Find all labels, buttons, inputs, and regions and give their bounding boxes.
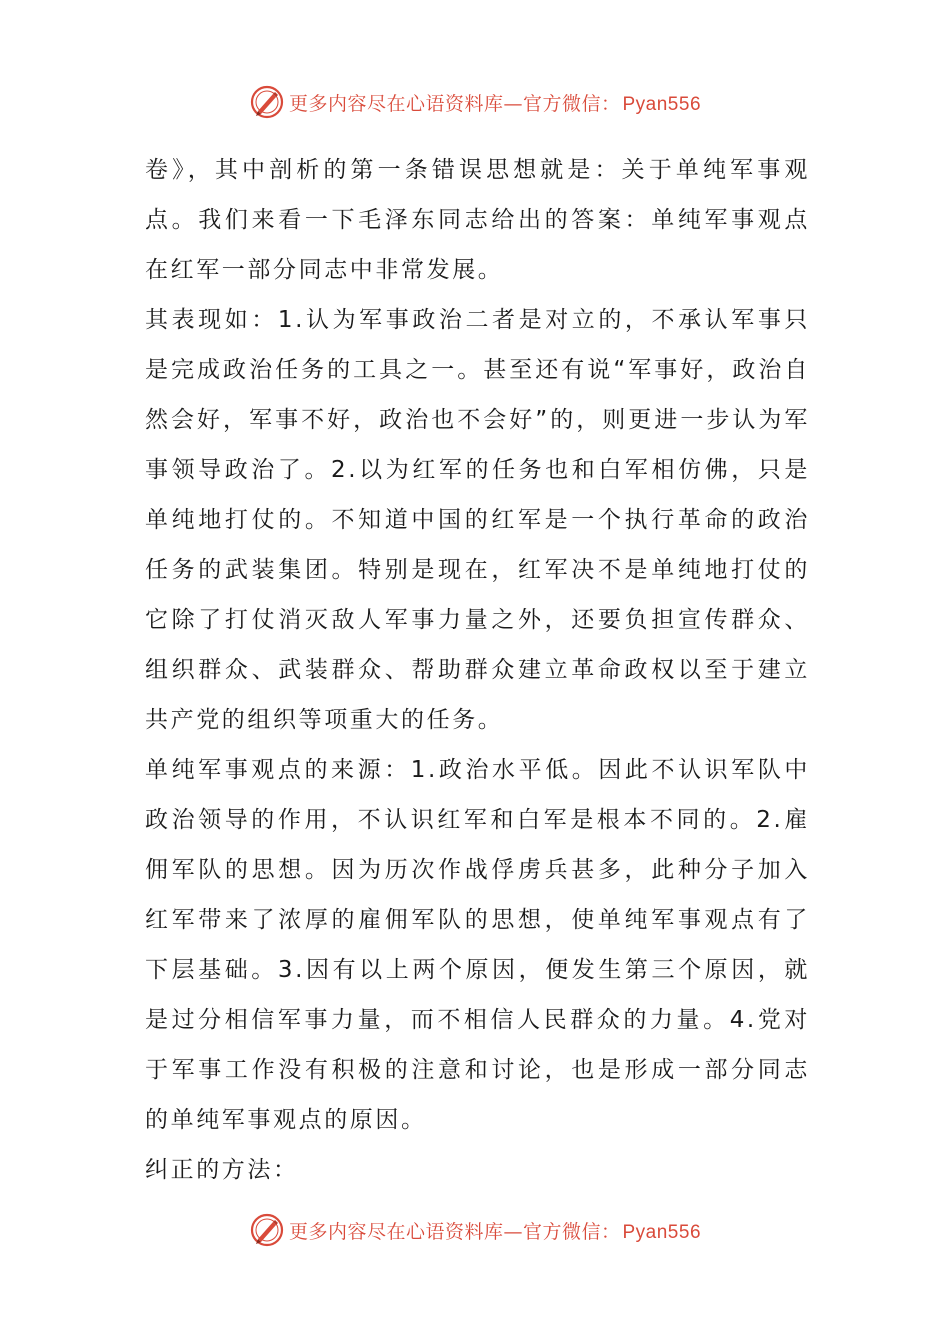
banner-text (289, 1217, 701, 1244)
pen-logo-icon (249, 1212, 285, 1248)
pen-logo-icon (249, 84, 285, 120)
paragraph-1: 卷》，其中剖析的第一条错误思想就是：关于单纯军事观点。我们来看一下毛泽东同志给出的答案：单纯军事观点在红军一部分同志中非常发展。 (145, 157, 810, 283)
banner-caption: 更多内容尽在心语资料库—官方微信： (288, 1220, 621, 1243)
banner-caption: 更多内容尽在心语资料库—官方微信： (288, 92, 621, 115)
header-banner (0, 80, 950, 124)
wechat-id: Pyan556 (622, 1221, 702, 1243)
paragraph-3: 单纯军事观点的来源：1.政治水平低。因此不认识军队中政治领导的作用，不认识红军和白军是根本不同的。2.雇佣军队的思想。因为历次作战俘虏兵甚多，此种分子加入红军带来了浓厚的雇佣军队的思想，使单纯军事观点有了下层基础。3.因有以上两个原因，便发生第三个原因，就是过分相信军事力量，而不相信人民群众的力量。4.党对于军事工作没有积极的注意和讨论，也是形成一部分同志的单纯军事观点的原因。 (145, 757, 810, 1133)
wechat-id: Pyan556 (622, 93, 702, 115)
paragraph-4: 纠正的方法： (145, 1157, 299, 1183)
banner-text (289, 89, 701, 116)
footer-banner (0, 1208, 950, 1252)
paragraph-2: 其表现如：1.认为军事政治二者是对立的，不承认军事只是完成政治任务的工具之一。甚至还有说“军事好，政治自然会好，军事不好，政治也不会好”的，则更进一步认为军事领导政治了。2.以为红军的任务也和白军相仿佛，只是单纯地打仗的。不知道中国的红军是一个执行革命的政治任务的武装集团。特别是现在，红军决不是单纯地打仗的它除了打仗消灭敌人军事力量之外，还要负担宣传群众、组织群众、武装群众、帮助群众建立革命政权以至于建立共产党的组织等项重大的任务。 (145, 307, 810, 733)
document-body (145, 145, 810, 1195)
